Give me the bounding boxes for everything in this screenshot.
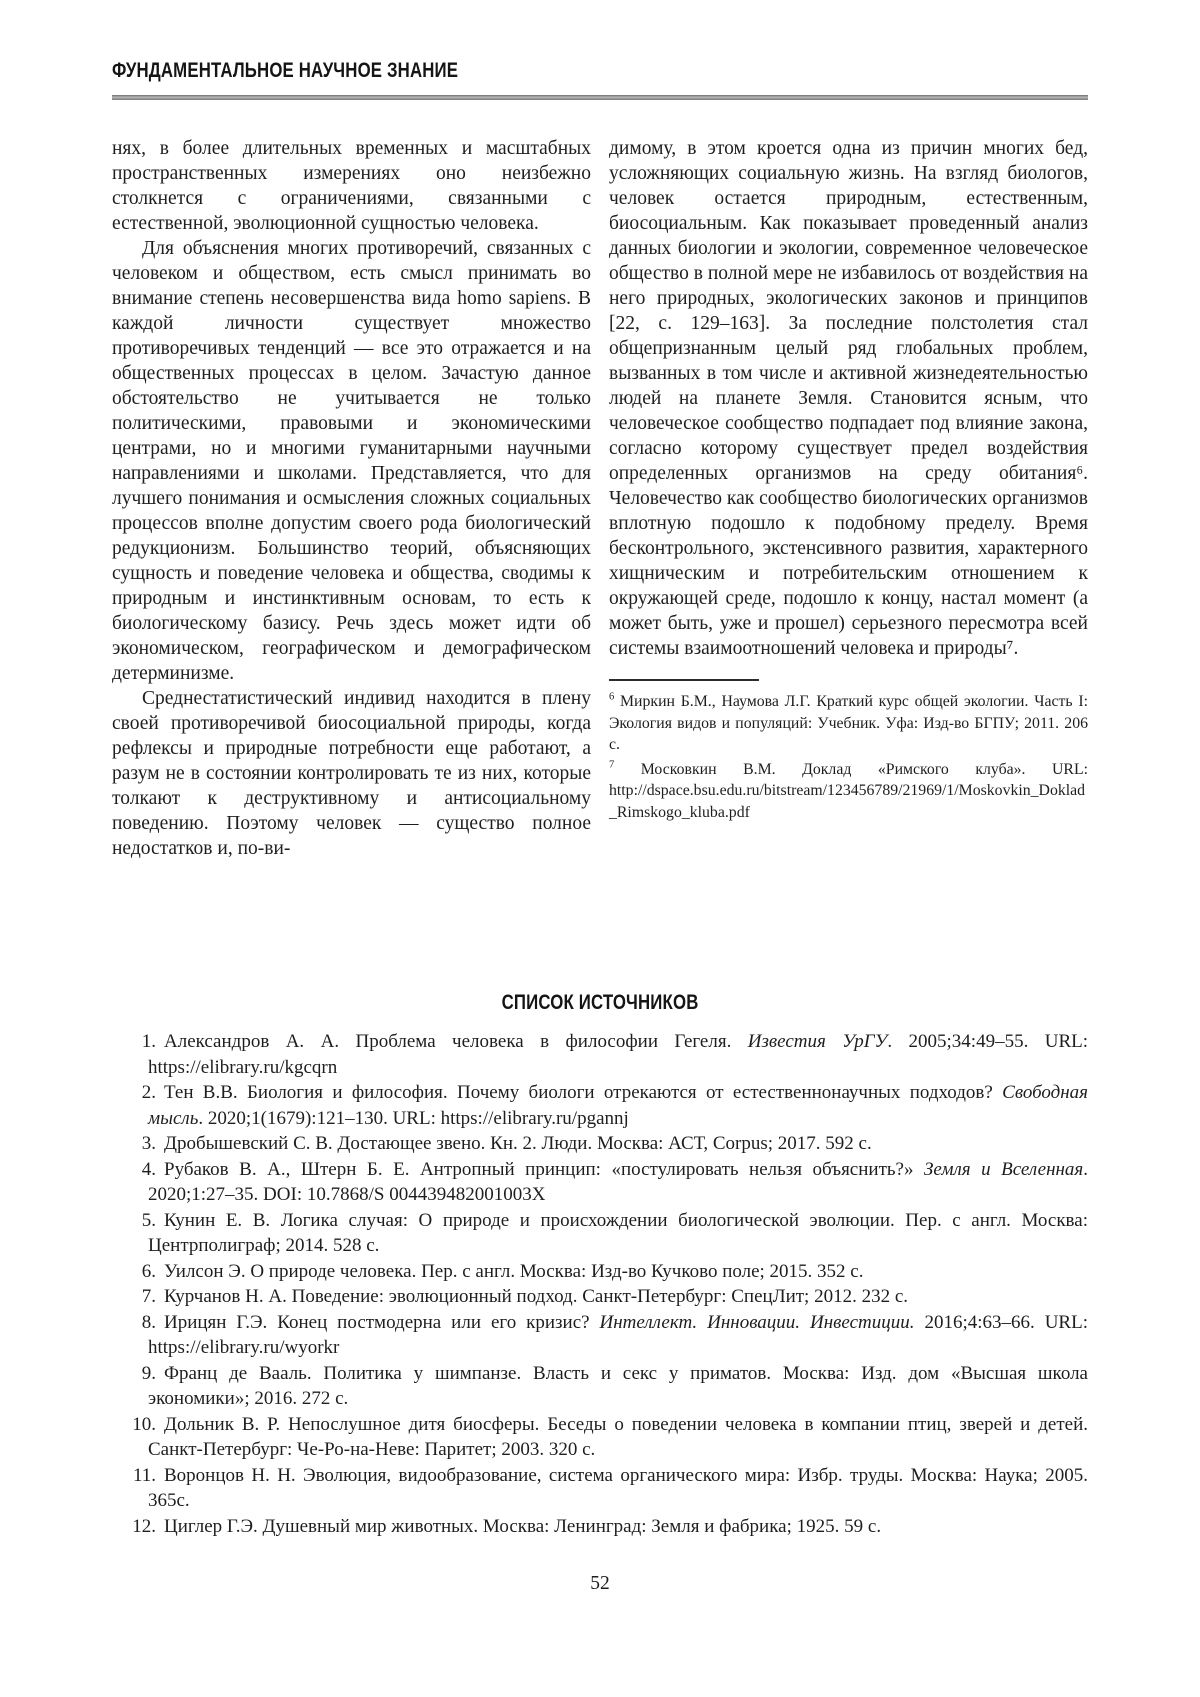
reference-number: 6. <box>141 1260 156 1282</box>
reference-number: 11. <box>132 1464 156 1486</box>
footnote-block <box>609 679 1088 823</box>
reference-number: 2. <box>141 1082 156 1103</box>
footnote: $^7$ Московкин В.М. Доклад «Римского клуба». URL: http://dspace.bsu.edu.ru/bitstream/123456789/21969/1/Moskovkin_Doklad_Rimskogo_kluba.pdf <box>609 759 1088 821</box>
reference-number: 8. <box>141 1311 156 1333</box>
reference-item <box>112 1157 1088 1208</box>
footnote-marker: 6 <box>609 691 615 703</box>
reference-item <box>112 1463 1088 1514</box>
reference-text: Воронцов Н. Н. Эволюция, видообразование, система органического мира: Избр. труды. Москва: Наука; 2005. 365с. <box>148 1464 1088 1511</box>
journal-title: Свободная мысль <box>148 1082 1088 1129</box>
reference-text: Циглер Г.Э. Душевный мир животных. Москва: Ленинград: Земля и фабрика; 1925. 59 с. <box>164 1515 882 1537</box>
reference-item <box>112 1284 1088 1310</box>
reference-text: Александров А. А. Проблема человека в философии Гегеля. <box>164 1031 748 1052</box>
reference-item <box>112 1029 1088 1080</box>
reference-text: . 2020;1:27–35. DOI: 10.7868/S 004439482001003X <box>148 1158 1089 1205</box>
reference-text: 2016;4:63–66. URL: https://elibrary.ru/wyorkr <box>148 1311 1088 1358</box>
references-heading-wrap <box>112 990 1088 1015</box>
footnote-separator <box>609 679 759 681</box>
reference-text: Кунин Е. В. Логика случая: О природе и происхождении биологической эволюции. Пер. с англ. Москва: Центрполиграф; 2014. 528 с. <box>148 1209 1088 1256</box>
references-list <box>112 1029 1088 1539</box>
paragraph: Для объяснения многих противоречий, связанных с человеком и обществом, есть смысл принимать во внимание степень несовершенства вида homo sapiens. В каждой личности существует множество противоречивых тенденций — все это отражается и на общественных процессах в целом. Зачастую данное обстоятельство не учитывается не только политическими, правовыми и экономическими центрами, но и многими гуманитарными научными направлениями и школами. Представляется, что для лучшего понимания и осмысления сложных социальных процессов вполне допустим своего рода биологический редукционизм. Большинство теорий, объясняющих сущность и поведение человека и общества, сводимы к природным и инстинктивным основам, то есть к биологическому базису. Речь здесь может идти об экономическом, географическом и демографическом детерминизме. <box>112 238 591 684</box>
reference-text: Уилсон Э. О природе человека. Пер. с англ. Москва: Изд-во Кучково поле; 2015. 352 с. <box>164 1260 864 1282</box>
right-column <box>609 136 1088 988</box>
reference-item <box>112 1208 1088 1259</box>
reference-text: Курчанов Н. А. Поведение: эволюционный подход. Санкт-Петербург: СпецЛит; 2012. 232 с. <box>164 1286 909 1307</box>
reference-number: 5. <box>141 1209 156 1231</box>
reference-text: Ирицян Г.Э. Конец постмодерна или его кризис? <box>164 1311 600 1333</box>
journal-title: Земля и Вселенная <box>924 1158 1084 1180</box>
reference-text: Дольник В. Р. Непослушное дитя биосферы. Беседы о поведении человека в компании птиц, зверей и детей. Санкт-Петербург: Че-Ро-на-Неве: Паритет; 2003. 320 с. <box>148 1413 1088 1460</box>
header-rule <box>112 95 1088 100</box>
paragraph: димому, в этом кроется одна из причин многих бед, усложняющих социальную жизнь. На взгляд биологов, человек остается природным, естественным, биосоциальным. Как показывает проведенный анализ данных биологии и экологии, современное человеческое общество в полной мере не избавилось от воздействия на него природных, экологических законов и принципов [22, с. 129–163]. За последние полстолетия стал общепризнанным целый ряд глобальных проблем, вызванных в том числе и активной жизнедеятельностью людей на планете Земля. Становится ясным, что человеческое сообщество подпадает под влияние закона, согласно которому существует предел воздействия определенных организмов на среду обитания⁶. Человечество как сообщество биологических организмов вплотную подошло к подобному пределу. Время бесконтрольного, экстенсивного развития, характерного хищническим и потребительским отношением к окружающей среде, подошло к концу, настал момент (а может быть, уже и прошел) серьезного пересмотра всей системы взаимоотношений человека и природы⁷. <box>609 138 1088 659</box>
footnote: $^6$ Миркин Б.М., Наумова Л.Г. Краткий курс общей экологии. Часть I: Экология видов и популяций: Учебник. Уфа: Изд-во БГПУ; 2011. 206 с. <box>609 691 1088 753</box>
reference-item <box>112 1310 1088 1361</box>
right-column-text <box>609 136 1088 661</box>
paragraph: нях, в более длительных временных и масштабных пространственных измерениях оно неизбежно столкнется с ограничениями, связанными с естественной, эволюционной сущностью человека. <box>112 138 591 234</box>
references-heading: СПИСОК ИСТОЧНИКОВ <box>501 991 699 1014</box>
reference-number: 3. <box>141 1133 156 1154</box>
two-column-body <box>112 136 1088 988</box>
footnote-list <box>609 691 1088 823</box>
journal-title: Известия УрГУ <box>747 1031 888 1052</box>
reference-number: 1. <box>141 1031 156 1052</box>
reference-text: Дробышевский С. В. Достающее звено. Кн. 2. Люди. Москва: АСТ, Corpus; 2017. 592 с. <box>164 1133 872 1154</box>
reference-item <box>112 1361 1088 1412</box>
reference-text: Франц де Вааль. Политика у шимпанзе. Власть и секс у приматов. Москва: Изд. дом «Высшая школа экономики»; 2016. 272 с. <box>148 1362 1088 1409</box>
left-column <box>112 136 591 988</box>
paragraph: Среднестатистический индивид находится в плену своей противоречивой биосоциальной природы, когда рефлексы и природные потребности еще работают, а разум не в состоянии контролировать те из них, которые толкают к деструктивному и антисоциальному поведению. Поэтому человек — существо полное недостатков и, по-ви- <box>112 688 591 859</box>
reference-item <box>112 1259 1088 1285</box>
reference-number: 12. <box>132 1515 156 1537</box>
footnote-marker: 7 <box>609 759 615 771</box>
reference-item <box>112 1514 1088 1540</box>
reference-text: . 2020;1(1679):121–130. URL: https://elibrary.ru/pgannj <box>198 1107 629 1129</box>
reference-text: Тен В.В. Биология и философия. Почему биологи отрекаются от естественнонаучных подходов? <box>164 1082 1003 1103</box>
reference-item <box>112 1412 1088 1463</box>
reference-number: 9. <box>141 1362 156 1384</box>
page-number: 52 <box>590 1573 610 1594</box>
reference-text: . 2005;34:49–55. URL: https://elibrary.ru/kgcqrn <box>148 1031 1089 1078</box>
journal-title: Интеллект. Инновации. Инвестиции. <box>599 1311 915 1333</box>
reference-number: 10. <box>132 1413 156 1435</box>
reference-item <box>112 1131 1088 1157</box>
reference-item <box>112 1080 1088 1131</box>
reference-text: Рубаков В. А., Штерн Б. Е. Антропный принцип: «постулировать нельзя объяснить?» <box>164 1158 924 1180</box>
running-head: ФУНДАМЕНТАЛЬНОЕ НАУЧНОЕ ЗНАНИЕ <box>112 59 459 82</box>
reference-number: 7. <box>141 1286 156 1307</box>
reference-number: 4. <box>141 1158 156 1180</box>
